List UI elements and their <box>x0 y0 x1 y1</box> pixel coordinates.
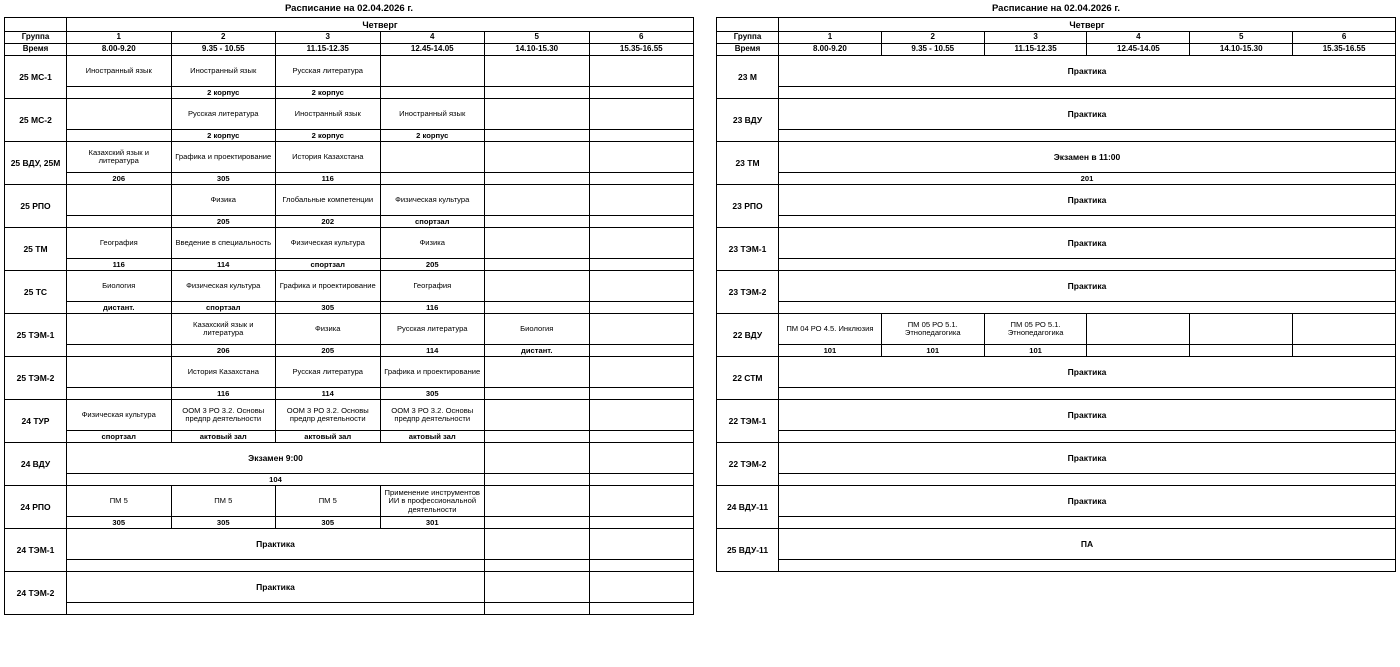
schedule-row-rooms <box>5 302 694 314</box>
span-room-cell <box>779 216 1396 228</box>
subject-cell: Биология <box>67 271 172 302</box>
schedule-row-subjects <box>717 185 1396 216</box>
schedule-row-subjects <box>5 572 694 603</box>
schedule-row-subjects <box>5 228 694 259</box>
schedule-row-rooms <box>717 87 1396 99</box>
subject-cell: Иностранный язык <box>171 56 276 87</box>
subject-cell: Физика <box>276 314 381 345</box>
subject-cell: Русская литература <box>380 314 485 345</box>
subject-cell: Иностранный язык <box>380 99 485 130</box>
empty-subject-cell <box>589 400 694 431</box>
group-cell[interactable]: 23 РПО <box>717 185 779 228</box>
group-cell[interactable]: 24 ВДУ <box>5 443 67 486</box>
schedule-row-rooms <box>717 388 1396 400</box>
period-header-3: 3 <box>276 32 381 44</box>
period-header-2: 2 <box>171 32 276 44</box>
empty-subject-cell <box>589 99 694 130</box>
empty-subject-cell <box>485 443 590 474</box>
span-note-cell: Практика <box>67 572 485 603</box>
subject-cell: Русская литература <box>171 99 276 130</box>
schedule-row-rooms <box>5 603 694 615</box>
room-cell: спортзал <box>171 302 276 314</box>
subject-cell: ООМ 3 РО 3.2. Основы предпр деятельности <box>276 400 381 431</box>
span-room-cell <box>779 474 1396 486</box>
span-room-cell <box>779 259 1396 271</box>
subject-cell: ПМ 5 <box>67 486 172 517</box>
room-cell: 305 <box>276 302 381 314</box>
span-room-cell: 104 <box>67 474 485 486</box>
empty-room-cell <box>589 216 694 228</box>
empty-room-cell <box>485 130 590 142</box>
room-cell: 2 корпус <box>276 87 381 99</box>
group-cell[interactable]: 25 РПО <box>5 185 67 228</box>
time-header-1: 8.00-9.20 <box>67 44 172 56</box>
period-header-6: 6 <box>589 32 694 44</box>
period-header-5: 5 <box>1190 32 1293 44</box>
subject-cell: География <box>67 228 172 259</box>
empty-subject-cell <box>589 56 694 87</box>
room-cell: 2 корпус <box>276 130 381 142</box>
day-corner-cell <box>717 18 779 32</box>
empty-subject-cell <box>1190 314 1293 345</box>
period-header-5: 5 <box>485 32 590 44</box>
time-header-2: 9.35 - 10.55 <box>171 44 276 56</box>
empty-room-cell <box>589 474 694 486</box>
group-cell[interactable]: 25 ТМ <box>5 228 67 271</box>
empty-room-cell <box>485 431 590 443</box>
schedule-panel-right <box>716 2 1396 667</box>
span-note-cell: ПА <box>779 529 1396 560</box>
empty-subject-cell <box>589 572 694 603</box>
schedule-row-rooms <box>717 173 1396 185</box>
room-cell: актовый зал <box>276 431 381 443</box>
schedule-row-subjects <box>5 529 694 560</box>
room-cell: 116 <box>171 388 276 400</box>
group-cell[interactable]: 22 ТЭМ-1 <box>717 400 779 443</box>
subject-cell: Иностранный язык <box>67 56 172 87</box>
empty-subject-cell <box>589 185 694 216</box>
empty-subject-cell <box>485 486 590 517</box>
span-room-cell <box>67 560 485 572</box>
subject-cell: ООМ 3 РО 3.2. Основы предпр деятельности <box>171 400 276 431</box>
schedule-row-rooms <box>5 517 694 529</box>
empty-subject-cell <box>67 357 172 388</box>
subject-cell: История Казахстана <box>276 142 381 173</box>
room-cell: 305 <box>171 173 276 185</box>
schedule-row-rooms <box>717 216 1396 228</box>
group-cell[interactable]: 23 М <box>717 56 779 99</box>
room-cell: 114 <box>171 259 276 271</box>
empty-room-cell <box>589 431 694 443</box>
time-header-6: 15.35-16.55 <box>1293 44 1396 56</box>
schedule-row-rooms <box>5 259 694 271</box>
schedule-row-subjects <box>717 99 1396 130</box>
group-cell[interactable]: 23 ВДУ <box>717 99 779 142</box>
span-note-cell: Практика <box>779 400 1396 431</box>
empty-room-cell <box>589 517 694 529</box>
group-cell[interactable]: 25 ВДУ-11 <box>717 529 779 572</box>
period-header-4: 4 <box>380 32 485 44</box>
schedule-row-subjects <box>717 529 1396 560</box>
subject-cell: ПМ 5 <box>276 486 381 517</box>
schedule-row-subjects <box>5 185 694 216</box>
time-header-6: 15.35-16.55 <box>589 44 694 56</box>
schedule-row-rooms <box>717 130 1396 142</box>
empty-subject-cell <box>1293 314 1396 345</box>
room-cell: 202 <box>276 216 381 228</box>
subject-cell: Физическая культура <box>171 271 276 302</box>
empty-subject-cell <box>380 56 485 87</box>
group-cell[interactable]: 25 ТЭМ-2 <box>5 357 67 400</box>
room-cell: актовый зал <box>380 431 485 443</box>
empty-subject-cell <box>589 314 694 345</box>
schedule-row-subjects <box>717 357 1396 388</box>
empty-room-cell <box>485 388 590 400</box>
subject-cell: Казахский язык и литература <box>171 314 276 345</box>
schedule-title-right: Расписание на 02.04.2026 г. <box>991 3 1121 14</box>
subject-cell: ПМ 5 <box>171 486 276 517</box>
empty-room-cell <box>589 130 694 142</box>
time-header-label: Время <box>5 44 67 56</box>
span-note-cell: Практика <box>779 99 1396 130</box>
period-header-row <box>717 32 1396 44</box>
schedule-row-rooms <box>717 474 1396 486</box>
empty-subject-cell <box>485 56 590 87</box>
period-header-2: 2 <box>881 32 984 44</box>
schedule-row-subjects <box>5 443 694 474</box>
empty-subject-cell <box>485 357 590 388</box>
empty-subject-cell <box>1087 314 1190 345</box>
schedule-row-rooms <box>717 431 1396 443</box>
subject-cell: Графика и проектирование <box>171 142 276 173</box>
period-header-1: 1 <box>67 32 172 44</box>
room-cell: спортзал <box>276 259 381 271</box>
schedule-table-left <box>4 17 694 615</box>
room-cell: 101 <box>779 345 882 357</box>
span-room-cell <box>779 130 1396 142</box>
schedule-row-rooms <box>717 345 1396 357</box>
day-name: Четверг <box>779 18 1396 32</box>
subject-cell: География <box>380 271 485 302</box>
room-cell: дистант. <box>485 345 590 357</box>
group-cell[interactable]: 24 ТЭМ-2 <box>5 572 67 615</box>
room-cell: 101 <box>984 345 1087 357</box>
room-cell: 114 <box>276 388 381 400</box>
span-note-cell: Практика <box>779 185 1396 216</box>
empty-room-cell <box>1087 345 1190 357</box>
subject-cell: Применение инструментов ИИ в профессиональной деятельности <box>380 486 485 517</box>
empty-room-cell <box>589 302 694 314</box>
room-cell: 101 <box>881 345 984 357</box>
empty-subject-cell <box>67 99 172 130</box>
empty-subject-cell <box>485 142 590 173</box>
time-header-row <box>5 44 694 56</box>
schedule-row-subjects <box>717 142 1396 173</box>
schedule-row-subjects <box>5 357 694 388</box>
span-note-cell: Практика <box>779 228 1396 259</box>
empty-room-cell <box>380 87 485 99</box>
room-cell: 305 <box>276 517 381 529</box>
empty-room-cell <box>485 87 590 99</box>
room-cell: 2 корпус <box>380 130 485 142</box>
empty-subject-cell <box>589 271 694 302</box>
time-header-4: 12.45-14.05 <box>380 44 485 56</box>
subject-cell: История Казахстана <box>171 357 276 388</box>
schedule-row-subjects <box>5 271 694 302</box>
subject-cell: Графика и проектирование <box>380 357 485 388</box>
subject-cell: Графика и проектирование <box>276 271 381 302</box>
empty-room-cell <box>589 345 694 357</box>
empty-room-cell <box>589 173 694 185</box>
span-room-cell <box>779 87 1396 99</box>
schedule-row-subjects <box>5 314 694 345</box>
group-cell[interactable]: 24 ТУР <box>5 400 67 443</box>
room-cell: 116 <box>380 302 485 314</box>
schedule-row-subjects <box>717 228 1396 259</box>
group-cell[interactable]: 24 ВДУ-11 <box>717 486 779 529</box>
group-cell[interactable]: 25 ТС <box>5 271 67 314</box>
empty-room-cell <box>589 560 694 572</box>
empty-room-cell <box>589 603 694 615</box>
time-header-3: 11.15-12.35 <box>984 44 1087 56</box>
empty-room-cell <box>485 173 590 185</box>
span-note-cell: Практика <box>67 529 485 560</box>
period-header-4: 4 <box>1087 32 1190 44</box>
group-cell[interactable]: 25 МС-1 <box>5 56 67 99</box>
span-room-cell <box>779 302 1396 314</box>
schedule-row-subjects <box>717 400 1396 431</box>
room-cell: актовый зал <box>171 431 276 443</box>
schedule-row-rooms <box>717 302 1396 314</box>
schedule-row-subjects <box>717 56 1396 87</box>
subject-cell: ПМ 04 РО 4.5. Инклюзия <box>779 314 882 345</box>
group-cell[interactable]: 22 ТЭМ-2 <box>717 443 779 486</box>
span-room-cell <box>67 603 485 615</box>
empty-subject-cell <box>589 443 694 474</box>
schedule-row-rooms <box>5 560 694 572</box>
subject-cell: Физическая культура <box>276 228 381 259</box>
schedule-row-subjects <box>5 99 694 130</box>
empty-room-cell <box>380 173 485 185</box>
schedule-row-subjects <box>717 314 1396 345</box>
time-header-3: 11.15-12.35 <box>276 44 381 56</box>
empty-room-cell <box>1293 345 1396 357</box>
subject-cell: Биология <box>485 314 590 345</box>
schedule-row-subjects <box>717 443 1396 474</box>
empty-subject-cell <box>485 185 590 216</box>
empty-room-cell <box>485 259 590 271</box>
group-cell[interactable]: 24 ТЭМ-1 <box>5 529 67 572</box>
empty-subject-cell <box>485 271 590 302</box>
room-cell: 206 <box>171 345 276 357</box>
empty-room-cell <box>485 517 590 529</box>
time-header-2: 9.35 - 10.55 <box>881 44 984 56</box>
empty-room-cell <box>485 603 590 615</box>
span-note-cell: Практика <box>779 271 1396 302</box>
subject-cell: Иностранный язык <box>276 99 381 130</box>
empty-room-cell <box>485 302 590 314</box>
subject-cell: Казахский язык и литература <box>67 142 172 173</box>
room-cell: дистант. <box>67 302 172 314</box>
room-cell: 2 корпус <box>171 130 276 142</box>
room-cell: спортзал <box>67 431 172 443</box>
schedule-panel-left <box>4 2 694 667</box>
span-room-cell <box>779 560 1396 572</box>
empty-room-cell <box>67 345 172 357</box>
schedule-row-subjects <box>5 486 694 517</box>
subject-cell: Русская литература <box>276 357 381 388</box>
group-cell[interactable]: 22 ВДУ <box>717 314 779 357</box>
empty-subject-cell <box>589 228 694 259</box>
room-cell: 2 корпус <box>171 87 276 99</box>
room-cell: 305 <box>380 388 485 400</box>
subject-cell: Глобальные компетенции <box>276 185 381 216</box>
day-corner-cell <box>5 18 67 32</box>
empty-room-cell <box>485 474 590 486</box>
span-note-cell: Практика <box>779 56 1396 87</box>
span-room-cell <box>779 517 1396 529</box>
schedule-row-rooms <box>717 259 1396 271</box>
group-cell[interactable]: 23 ТЭМ-1 <box>717 228 779 271</box>
room-cell: 114 <box>380 345 485 357</box>
time-header-5: 14.10-15.30 <box>485 44 590 56</box>
empty-subject-cell <box>589 529 694 560</box>
empty-subject-cell <box>485 529 590 560</box>
schedule-table-right <box>716 17 1396 572</box>
schedule-title-left: Расписание на 02.04.2026 г. <box>284 3 414 14</box>
time-header-label: Время <box>717 44 779 56</box>
subject-cell: ПМ 05 РО 5.1. Этнопедагогика <box>984 314 1087 345</box>
schedule-row-subjects <box>5 142 694 173</box>
schedule-row-rooms <box>717 517 1396 529</box>
empty-room-cell <box>589 259 694 271</box>
room-cell: 116 <box>276 173 381 185</box>
room-cell: 116 <box>67 259 172 271</box>
time-header-4: 12.45-14.05 <box>1087 44 1190 56</box>
room-cell: 205 <box>380 259 485 271</box>
span-note-cell: Экзамен 9:00 <box>67 443 485 474</box>
time-header-1: 8.00-9.20 <box>779 44 882 56</box>
empty-subject-cell <box>589 142 694 173</box>
schedule-row-rooms <box>5 87 694 99</box>
empty-subject-cell <box>589 486 694 517</box>
group-cell[interactable]: 22 СТМ <box>717 357 779 400</box>
day-row <box>5 18 694 32</box>
empty-room-cell <box>589 388 694 400</box>
span-note-cell: Практика <box>779 357 1396 388</box>
room-cell: спортзал <box>380 216 485 228</box>
group-header-label: Группа <box>717 32 779 44</box>
empty-room-cell <box>1190 345 1293 357</box>
subject-cell: Русская литература <box>276 56 381 87</box>
span-note-cell: Экзамен в 11:00 <box>779 142 1396 173</box>
schedule-row-rooms <box>5 173 694 185</box>
room-cell: 301 <box>380 517 485 529</box>
group-cell[interactable]: 23 ТМ <box>717 142 779 185</box>
subject-cell: ООМ 3 РО 3.2. Основы предпр деятельности <box>380 400 485 431</box>
empty-room-cell <box>485 216 590 228</box>
period-header-6: 6 <box>1293 32 1396 44</box>
empty-room-cell <box>67 130 172 142</box>
empty-room-cell <box>589 87 694 99</box>
subject-cell: Физика <box>380 228 485 259</box>
group-header-label: Группа <box>5 32 67 44</box>
empty-subject-cell <box>485 400 590 431</box>
period-header-3: 3 <box>984 32 1087 44</box>
empty-subject-cell <box>589 357 694 388</box>
empty-subject-cell <box>485 228 590 259</box>
empty-room-cell <box>67 216 172 228</box>
schedule-row-subjects <box>717 271 1396 302</box>
empty-subject-cell <box>380 142 485 173</box>
schedule-row-rooms <box>5 130 694 142</box>
schedule-row-rooms <box>5 474 694 486</box>
room-cell: 205 <box>276 345 381 357</box>
room-cell: 206 <box>67 173 172 185</box>
empty-room-cell <box>485 560 590 572</box>
day-name: Четверг <box>67 18 694 32</box>
empty-subject-cell <box>485 572 590 603</box>
subject-cell: Физика <box>171 185 276 216</box>
subject-cell: Физическая культура <box>380 185 485 216</box>
schedule-row-rooms <box>5 216 694 228</box>
room-cell: 305 <box>67 517 172 529</box>
period-header-row <box>5 32 694 44</box>
empty-room-cell <box>67 87 172 99</box>
day-row <box>717 18 1396 32</box>
empty-room-cell <box>67 388 172 400</box>
empty-subject-cell <box>67 314 172 345</box>
subject-cell: ПМ 05 РО 5.1. Этнопедагогика <box>881 314 984 345</box>
schedule-row-rooms <box>5 431 694 443</box>
schedule-row-subjects <box>5 400 694 431</box>
span-note-cell: Практика <box>779 443 1396 474</box>
time-header-5: 14.10-15.30 <box>1190 44 1293 56</box>
schedule-row-subjects <box>5 56 694 87</box>
time-header-row <box>717 44 1396 56</box>
room-cell: 305 <box>171 517 276 529</box>
group-cell[interactable]: 25 МС-2 <box>5 99 67 142</box>
schedule-row-rooms <box>5 388 694 400</box>
span-room-cell: 201 <box>779 173 1396 185</box>
schedule-row-rooms <box>5 345 694 357</box>
span-room-cell <box>779 431 1396 443</box>
group-cell[interactable]: 24 РПО <box>5 486 67 529</box>
group-cell[interactable]: 23 ТЭМ-2 <box>717 271 779 314</box>
span-room-cell <box>779 388 1396 400</box>
empty-subject-cell <box>485 99 590 130</box>
group-cell[interactable]: 25 ТЭМ-1 <box>5 314 67 357</box>
period-header-1: 1 <box>779 32 882 44</box>
subject-cell: Физическая культура <box>67 400 172 431</box>
span-note-cell: Практика <box>779 486 1396 517</box>
room-cell: 205 <box>171 216 276 228</box>
group-cell[interactable]: 25 ВДУ, 25М <box>5 142 67 185</box>
subject-cell: Введение в специальность <box>171 228 276 259</box>
empty-subject-cell <box>67 185 172 216</box>
schedule-row-rooms <box>717 560 1396 572</box>
schedule-row-subjects <box>717 486 1396 517</box>
